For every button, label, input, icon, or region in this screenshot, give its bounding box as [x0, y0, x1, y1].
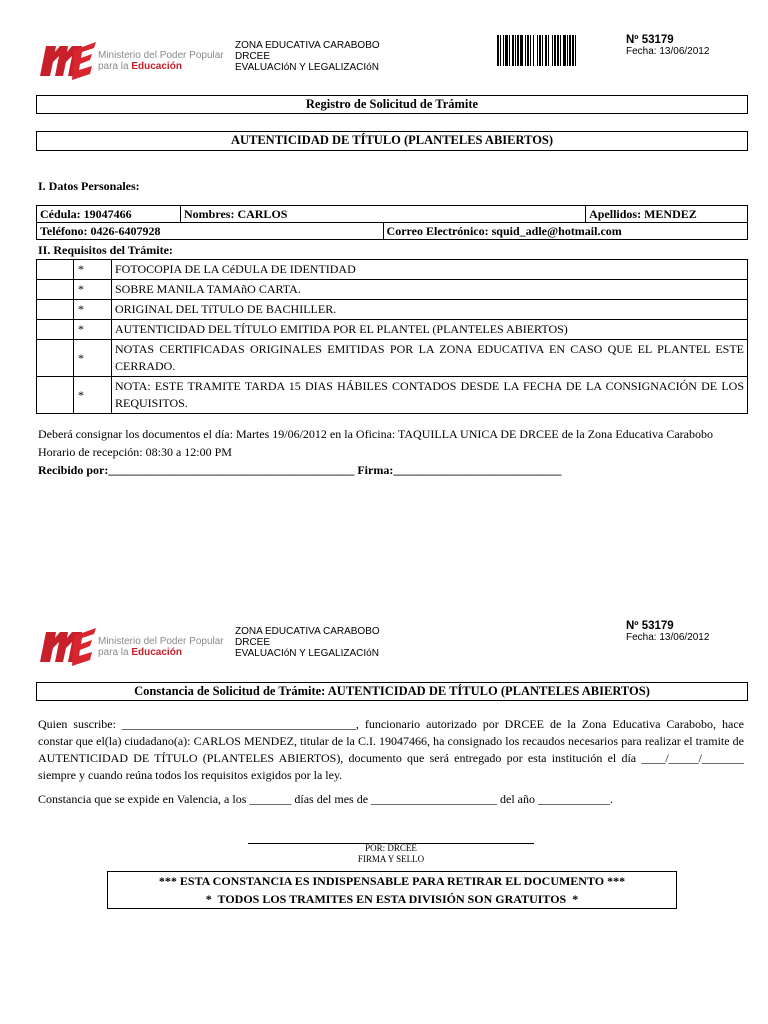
- requisite-row: [37, 320, 748, 340]
- requisite-check-cell: [37, 260, 74, 280]
- me-logo-icon: [36, 622, 98, 668]
- requisite-mark: *: [74, 320, 112, 340]
- barcode-bar: [503, 35, 504, 66]
- barcode: [497, 35, 614, 66]
- requisite-text: SOBRE MANILA TAMAñO CARTA.: [112, 280, 748, 300]
- sig-firma: FIRMA Y SELLO: [357, 854, 425, 864]
- requisite-text: NOTAS CERTIFICADAS ORIGINALES EMITIDAS POR LA ZONA EDUCATIVA EN CASO QUE EL PLANTEL ESTE CERRADO.: [112, 340, 748, 377]
- requisite-check-cell: [37, 340, 74, 377]
- requisite-text: NOTA: ESTE TRAMITE TARDA 15 DIAS HÁBILES CONTADOS DESDE LA FECHA DE LA CONSIGNACIÓN DE LOS REQUISITOS.: [112, 377, 748, 414]
- zone-header: [235, 40, 380, 73]
- ministry-line2-bold: Educación: [131, 647, 182, 658]
- ministry-name: [98, 50, 224, 72]
- barcode-bar: [575, 35, 576, 66]
- requisite-text: ORIGINAL DEL TíTULO DE BACHILLER.: [112, 300, 748, 320]
- zone-line2: DRCEE: [235, 637, 271, 648]
- nombres-cell: Nombres: CARLOS: [181, 206, 586, 223]
- registro-title: Registro de Solicitud de Trámite: [36, 95, 748, 114]
- barcode-bar: [525, 35, 526, 66]
- barcode-bar: [560, 35, 561, 66]
- requisite-check-cell: [37, 320, 74, 340]
- requisites-heading: II. Requisitos del Trámite:: [38, 243, 173, 257]
- barcode-bar: [563, 35, 566, 66]
- zone-line3: EVALUACIóN Y LEGALIZACIóN: [235, 62, 379, 73]
- barcode-bar: [572, 35, 574, 66]
- notice-line1: *** ESTA CONSTANCIA ES INDISPENSABLE PARA RETIRAR EL DOCUMENTO ***: [158, 874, 626, 888]
- constancia-title: Constancia de Solicitud de Trámite: AUTENTICIDAD DE TÍTULO (PLANTELES ABIERTOS): [36, 682, 748, 701]
- requisite-check-cell: [37, 377, 74, 414]
- barcode-bar: [527, 35, 529, 66]
- barcode-bar: [515, 35, 516, 66]
- constancia-paragraph: Quien suscribe: _______________________________________, funcionario autorizado por DRCEE de la Zona Educativa Carabobo, hace constar que el(la) ciudadano(a): CARLOS MENDEZ, titular de la C.I. 19047466, ha consignado los recaudos necesarios para realizar el tramite de AUTENTICIDAD DE TÍTULO (PLANTELES ABIERTOS), documento que será entregado por esta institución el día ____/_____/_______ siempre y cuando reúna todos los requisitos exigidos por la ley.: [38, 717, 744, 782]
- requisite-row: [37, 377, 748, 414]
- ministry-name: [98, 636, 224, 658]
- ministry-line2-bold: Educación: [131, 61, 182, 72]
- constancia-line: Constancia que se expide en Valencia, a los _______ días del mes de _____________________ del año ____________.: [38, 792, 614, 806]
- requisite-check-cell: [37, 300, 74, 320]
- barcode-bar: [497, 35, 499, 66]
- notice-line2: * TODOS LOS TRAMITES EN ESTA DIVISIÓN SON GRATUITOS *: [205, 892, 579, 906]
- notice-box: [107, 871, 677, 909]
- barcode-bar: [545, 35, 547, 66]
- request-number-2: Nº 53179: [626, 620, 674, 632]
- telefono-cell: Teléfono: 0426-6407928: [37, 223, 384, 240]
- request-number: Nº 53179: [626, 34, 674, 46]
- barcode-bar: [554, 35, 556, 66]
- zone-line2: DRCEE: [235, 51, 271, 62]
- horario-line: Horario de recepción: 08:30 a 12:00 PM: [38, 445, 232, 459]
- personal-data-table: [36, 205, 748, 240]
- ministry-logo: [36, 36, 224, 82]
- barcode-bar: [557, 35, 559, 66]
- requisite-text: AUTENTICIDAD DEL TÍTULO EMITIDA POR EL PLANTEL (PLANTELES ABIERTOS): [112, 320, 748, 340]
- recibido-line: Recibido por:_________________________________________ Firma:____________________________: [38, 463, 562, 477]
- correo-cell: Correo Electrónico: squid_adle@hotmail.com: [383, 223, 747, 240]
- request-date: Fecha: 13/06/2012: [626, 46, 710, 57]
- barcode-bar: [539, 35, 541, 66]
- requisite-mark: *: [74, 300, 112, 320]
- personal-data-heading: I. Datos Personales:: [38, 179, 140, 193]
- barcode-bar: [509, 35, 510, 66]
- barcode-bar: [569, 35, 571, 66]
- procedure-title: AUTENTICIDAD DE TÍTULO (PLANTELES ABIERTOS): [36, 131, 748, 151]
- zone-line3: EVALUACIóN Y LEGALIZACIóN: [235, 648, 379, 659]
- requisite-check-cell: [37, 280, 74, 300]
- zone-header-2: [235, 626, 380, 659]
- signature-caption: [248, 843, 534, 865]
- barcode-bar: [567, 35, 568, 66]
- barcode-bar: [520, 35, 523, 66]
- cedula-cell: Cédula: 19047466: [37, 206, 181, 223]
- zone-line1: ZONA EDUCATIVA CARABOBO: [235, 626, 380, 637]
- requisite-row: [37, 280, 748, 300]
- barcode-bar: [517, 35, 519, 66]
- ministry-logo-2: [36, 622, 224, 668]
- me-logo-icon: [36, 36, 98, 82]
- requisite-mark: *: [74, 280, 112, 300]
- requisite-row: [37, 340, 748, 377]
- ministry-line2-prefix: para la: [98, 647, 132, 658]
- barcode-bar: [500, 35, 501, 66]
- requisite-row: [37, 260, 748, 280]
- requisite-text: FOTOCOPIA DE LA CéDULA DE IDENTIDAD: [112, 260, 748, 280]
- ministry-line2-prefix: para la: [98, 61, 132, 72]
- apellidos-cell: Apellidos: MENDEZ: [586, 206, 748, 223]
- barcode-bar: [548, 35, 549, 66]
- barcode-bar: [512, 35, 514, 66]
- barcode-bar: [537, 35, 538, 66]
- barcode-bar: [552, 35, 553, 66]
- barcode-bar: [533, 35, 534, 66]
- ministry-line1: Ministerio del Poder Popular: [98, 50, 224, 61]
- requisites-table: [36, 259, 748, 414]
- zone-line1: ZONA EDUCATIVA CARABOBO: [235, 40, 380, 51]
- sig-por: POR: DRCEE: [365, 843, 417, 853]
- requisite-mark: *: [74, 377, 112, 414]
- requisite-mark: *: [74, 340, 112, 377]
- ministry-line1: Ministerio del Poder Popular: [98, 636, 224, 647]
- barcode-bar: [530, 35, 531, 66]
- barcode-bar: [505, 35, 508, 66]
- barcode-bar: [542, 35, 543, 66]
- request-date-2: Fecha: 13/06/2012: [626, 632, 710, 643]
- requisite-row: [37, 300, 748, 320]
- consign-line: Deberá consignar los documentos el día: Martes 19/06/2012 en la Oficina: TAQUILLA UNICA DE DRCEE de la Zona Educativa Carabobo: [38, 427, 713, 441]
- requisite-mark: *: [74, 260, 112, 280]
